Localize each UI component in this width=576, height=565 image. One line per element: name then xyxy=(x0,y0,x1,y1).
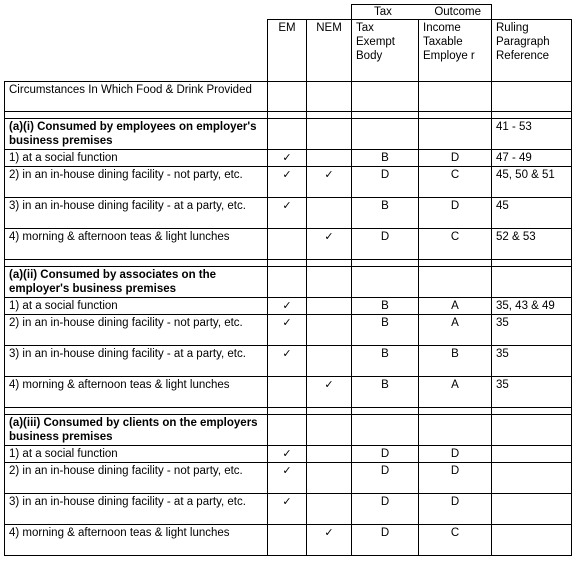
gap-cell xyxy=(268,408,307,415)
income-taxable-employer-outcome: D xyxy=(419,150,492,167)
income-taxable-employer-outcome: A xyxy=(419,298,492,315)
nem-check xyxy=(307,150,352,167)
gap-cell xyxy=(419,112,492,119)
section-reference xyxy=(492,267,572,298)
ruling-paragraph-reference: 35, 43 & 49 xyxy=(492,298,572,315)
nem-check: ✓ xyxy=(307,167,352,198)
gap-cell xyxy=(5,112,268,119)
empty-cell xyxy=(352,119,419,150)
income-taxable-employer-outcome: A xyxy=(419,377,492,408)
em-check: ✓ xyxy=(268,198,307,229)
gap-cell xyxy=(352,112,419,119)
em-check: ✓ xyxy=(268,463,307,494)
table-row xyxy=(5,150,572,167)
income-taxable-employer-outcome: D xyxy=(419,463,492,494)
section-gap xyxy=(5,260,572,267)
tax-exempt-body-outcome: B xyxy=(352,377,419,408)
ruling-paragraph-reference: 47 - 49 xyxy=(492,150,572,167)
nem-check: ✓ xyxy=(307,377,352,408)
gap-cell xyxy=(352,260,419,267)
income-taxable-employer-outcome: C xyxy=(419,525,492,556)
nem-check xyxy=(307,463,352,494)
ruling-paragraph-reference-header: Ruling Paragraph Reference xyxy=(492,20,572,82)
section-gap xyxy=(5,408,572,415)
empty-cell xyxy=(419,119,492,150)
gap-cell xyxy=(492,408,572,415)
table-row xyxy=(5,446,572,463)
circumstance-label: 4) morning & afternoon teas & light lunches xyxy=(5,229,268,260)
gap-cell xyxy=(352,408,419,415)
tax-exempt-body-outcome: B xyxy=(352,150,419,167)
gap-cell xyxy=(419,408,492,415)
tax-exempt-body-outcome: B xyxy=(352,198,419,229)
circumstance-label: 2) in an in-house dining facility - not party, etc. xyxy=(5,463,268,494)
tax-exempt-body-outcome: B xyxy=(352,346,419,377)
tax-exempt-body-outcome: D xyxy=(352,446,419,463)
tax-exempt-body-outcome: B xyxy=(352,298,419,315)
food-drink-ruling-table xyxy=(4,4,572,556)
empty-cell xyxy=(307,415,352,446)
nem-check: ✓ xyxy=(307,525,352,556)
tax-outcome-heading xyxy=(352,5,492,20)
em-check: ✓ xyxy=(268,150,307,167)
income-taxable-employer-outcome: C xyxy=(419,229,492,260)
em-check: ✓ xyxy=(268,167,307,198)
ruling-paragraph-reference: 35 xyxy=(492,346,572,377)
em-check: ✓ xyxy=(268,346,307,377)
em-check xyxy=(268,377,307,408)
gap-cell xyxy=(5,408,268,415)
section-header-row xyxy=(5,267,572,298)
gap-cell xyxy=(492,112,572,119)
empty-cell xyxy=(268,415,307,446)
gap-cell xyxy=(307,260,352,267)
tax-exempt-body-outcome: D xyxy=(352,494,419,525)
ruling-paragraph-reference: 45 xyxy=(492,198,572,229)
em-column-header: EM xyxy=(268,20,307,82)
tax-exempt-body-outcome: D xyxy=(352,463,419,494)
table-row xyxy=(5,298,572,315)
nem-check xyxy=(307,346,352,377)
ruling-paragraph-reference: 52 & 53 xyxy=(492,229,572,260)
circumstances-title: Circumstances In Which Food & Drink Provided xyxy=(5,82,268,112)
ruling-paragraph-reference xyxy=(492,463,572,494)
table-row xyxy=(5,346,572,377)
nem-check xyxy=(307,494,352,525)
nem-check xyxy=(307,198,352,229)
nem-check xyxy=(307,446,352,463)
ruling-paragraph-reference: 45, 50 & 51 xyxy=(492,167,572,198)
circumstance-label: 1) at a social function xyxy=(5,446,268,463)
tax-exempt-body-outcome: D xyxy=(352,229,419,260)
gap-cell xyxy=(419,260,492,267)
ruling-paragraph-reference xyxy=(492,525,572,556)
nem-column-header: NEM xyxy=(307,20,352,82)
empty-cell xyxy=(268,119,307,150)
section-title: (a)(iii) Consumed by clients on the employers business premises xyxy=(5,415,268,446)
ruling-paragraph-reference xyxy=(492,446,572,463)
nem-check xyxy=(307,315,352,346)
em-check xyxy=(268,229,307,260)
circumstance-label: 4) morning & afternoon teas & light lunches xyxy=(5,525,268,556)
tax-exempt-body-outcome: B xyxy=(352,315,419,346)
empty-cell xyxy=(352,267,419,298)
income-taxable-employer-outcome: A xyxy=(419,315,492,346)
table-row xyxy=(5,198,572,229)
tax-label: Tax xyxy=(374,6,392,18)
section-header-row xyxy=(5,415,572,446)
table-row xyxy=(5,229,572,260)
section-title: (a)(i) Consumed by employees on employer's business premises xyxy=(5,119,268,150)
gap-cell xyxy=(268,112,307,119)
circumstance-label: 1) at a social function xyxy=(5,298,268,315)
em-check: ✓ xyxy=(268,494,307,525)
income-taxable-employer-outcome: D xyxy=(419,446,492,463)
tax-exempt-body-outcome: D xyxy=(352,525,419,556)
outcome-label: Outcome xyxy=(434,6,481,18)
tax-exempt-body-header: Tax Exempt Body xyxy=(352,20,419,82)
circumstance-label: 3) in an in-house dining facility - at a party, etc. xyxy=(5,494,268,525)
circumstance-label: 2) in an in-house dining facility - not party, etc. xyxy=(5,167,268,198)
em-check: ✓ xyxy=(268,315,307,346)
empty-cell xyxy=(352,415,419,446)
empty-cell xyxy=(268,267,307,298)
ruling-paragraph-reference: 35 xyxy=(492,377,572,408)
table-row xyxy=(5,463,572,494)
income-taxable-employer-outcome: B xyxy=(419,346,492,377)
section-header-row xyxy=(5,119,572,150)
section-gap xyxy=(5,112,572,119)
table-row xyxy=(5,377,572,408)
tax-exempt-body-outcome: D xyxy=(352,167,419,198)
gap-cell xyxy=(268,260,307,267)
section-title: (a)(ii) Consumed by associates on the employer's business premises xyxy=(5,267,268,298)
empty-cell xyxy=(307,267,352,298)
table-row xyxy=(5,525,572,556)
circumstance-label: 3) in an in-house dining facility - at a party, etc. xyxy=(5,346,268,377)
circumstance-label: 2) in an in-house dining facility - not party, etc. xyxy=(5,315,268,346)
gap-cell xyxy=(307,112,352,119)
table-row xyxy=(5,315,572,346)
gap-cell xyxy=(307,408,352,415)
table-row xyxy=(5,494,572,525)
table-row xyxy=(5,167,572,198)
income-taxable-employer-header: Income Taxable Employe r xyxy=(419,20,492,82)
section-reference xyxy=(492,415,572,446)
income-taxable-employer-outcome: C xyxy=(419,167,492,198)
em-check: ✓ xyxy=(268,446,307,463)
nem-check xyxy=(307,298,352,315)
em-check xyxy=(268,525,307,556)
empty-cell xyxy=(419,415,492,446)
ruling-paragraph-reference xyxy=(492,494,572,525)
gap-cell xyxy=(5,260,268,267)
circumstance-label: 4) morning & afternoon teas & light lunches xyxy=(5,377,268,408)
nem-check: ✓ xyxy=(307,229,352,260)
section-reference: 41 - 53 xyxy=(492,119,572,150)
circumstance-label: 3) in an in-house dining facility - at a party, etc. xyxy=(5,198,268,229)
circumstance-label: 1) at a social function xyxy=(5,150,268,167)
ruling-paragraph-reference: 35 xyxy=(492,315,572,346)
empty-cell xyxy=(419,267,492,298)
gap-cell xyxy=(492,260,572,267)
income-taxable-employer-outcome: D xyxy=(419,494,492,525)
income-taxable-employer-outcome: D xyxy=(419,198,492,229)
em-check: ✓ xyxy=(268,298,307,315)
empty-cell xyxy=(307,119,352,150)
